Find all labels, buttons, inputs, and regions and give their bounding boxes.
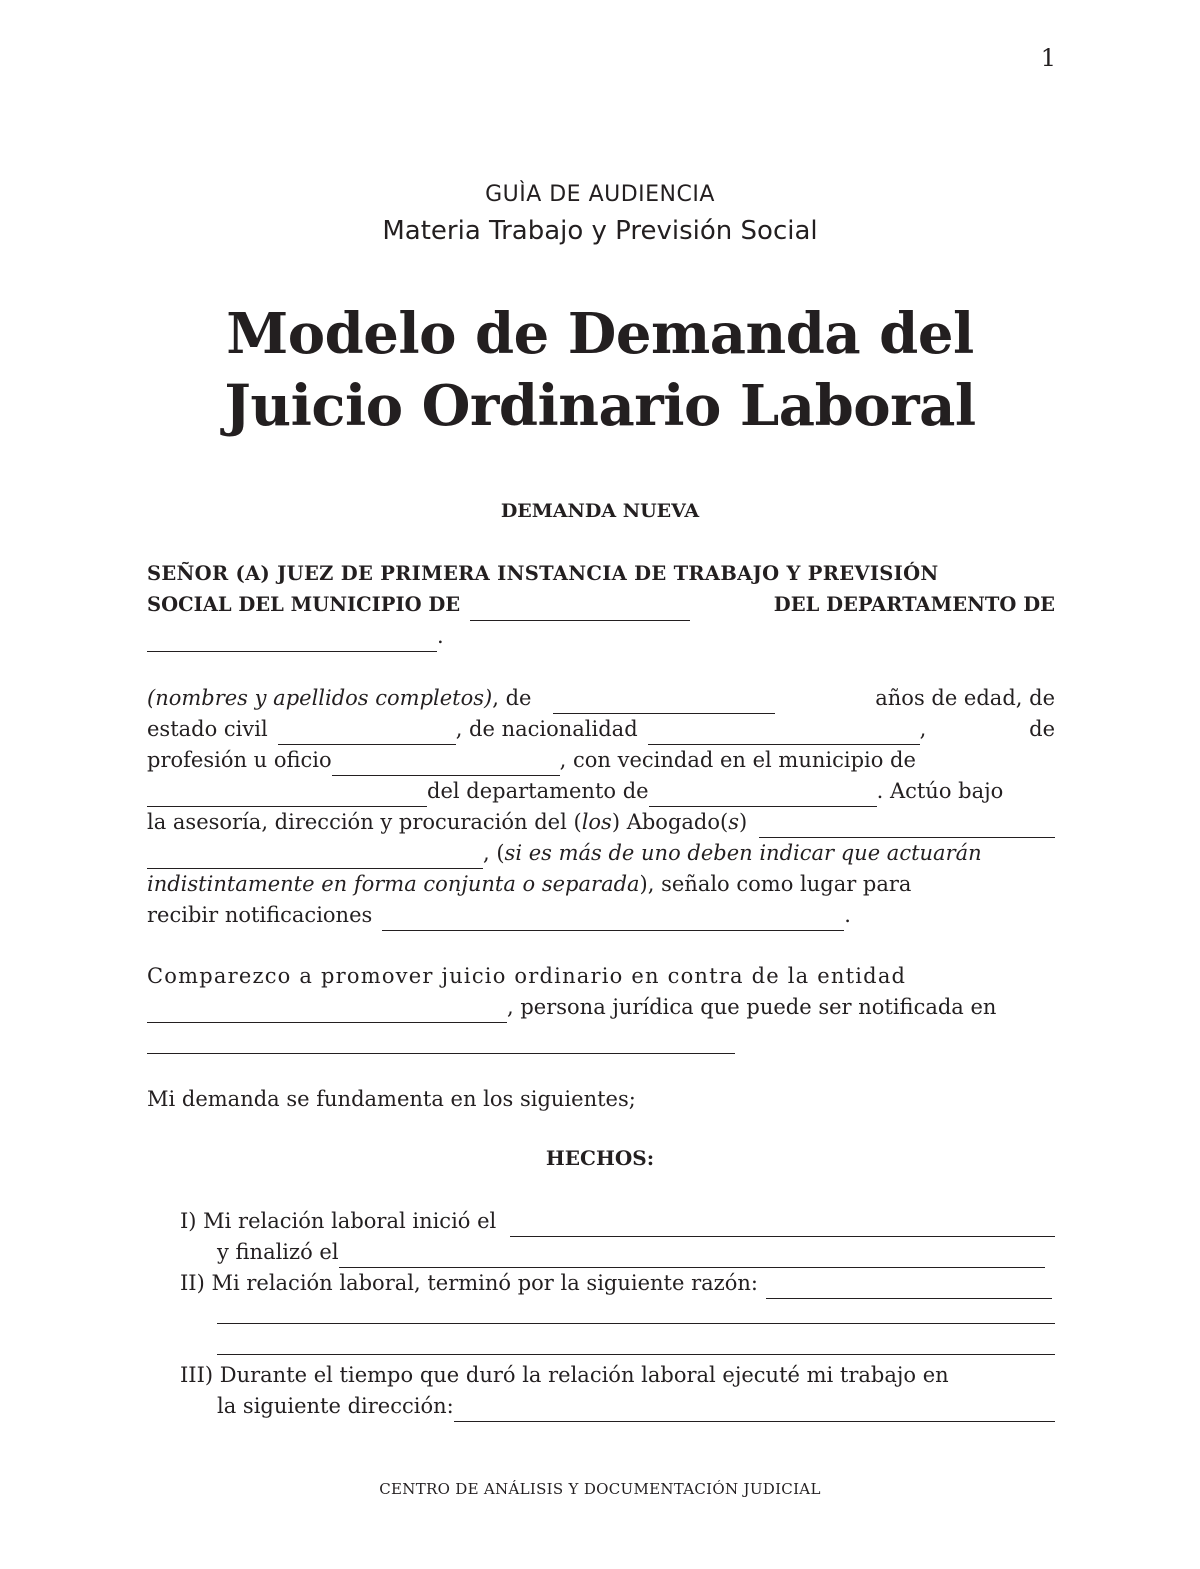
notification-address-blank[interactable] [382, 906, 844, 931]
addressee-departamento-label: DEL DEPARTAMENTO DE [773, 593, 1055, 616]
end-date-blank[interactable] [339, 1243, 1045, 1268]
guide-subheading: Materia Trabajo y Previsión Social [382, 216, 818, 246]
title-line-2: Juicio Ordinario Laboral [224, 373, 976, 439]
intro-line-5 [147, 806, 1055, 838]
termination-reason-line-2[interactable] [217, 1322, 1055, 1324]
text: , de nacionalidad [455, 717, 638, 741]
title-line-1: Modelo de Demanda del [226, 301, 974, 367]
text: , con vecindad en el municipio de [559, 748, 916, 772]
profession-blank[interactable] [332, 751, 560, 776]
addressee-line-1: SEÑOR (A) JUEZ DE PRIMERA INSTANCIA DE TRABAJO Y PREVISIÓN [147, 562, 939, 585]
text: , ( [483, 841, 505, 865]
addressee-municipio-label: SOCIAL DEL MUNICIPIO DE [147, 593, 461, 616]
text: , de [492, 686, 532, 710]
text: profesión u oficio [147, 748, 332, 772]
guide-heading: GUÌA DE AUDIENCIA [485, 182, 715, 207]
text: , [919, 717, 927, 741]
text: los [581, 810, 612, 834]
intro-line-1 [147, 682, 1055, 714]
nationality-blank[interactable] [648, 720, 920, 745]
names-placeholder: (nombres y apellidos completos) [147, 686, 493, 710]
text: . [844, 903, 851, 927]
fundamenta-text: Mi demanda se fundamenta en los siguientes; [147, 1087, 636, 1111]
hecho-1-line-2 [217, 1236, 1045, 1268]
text: estado civil [147, 717, 268, 741]
termination-reason-blank[interactable] [766, 1274, 1052, 1299]
addressee-line-2 [147, 589, 1055, 621]
compare-line-3 [147, 1022, 1055, 1054]
text: recibir notificaciones [147, 903, 373, 927]
intro-line-2 [147, 713, 1055, 745]
intro-line-8 [147, 899, 1055, 931]
entity-address-blank[interactable] [147, 1029, 735, 1054]
subtitle: DEMANDA NUEVA [500, 500, 700, 522]
text: de [1029, 717, 1055, 741]
intro-line-3 [147, 744, 1055, 776]
lawyer-blank-continued[interactable] [147, 844, 483, 869]
page-number: 1 [1040, 44, 1056, 72]
text: II) Mi relación laboral, terminó por la siguiente razón: [180, 1271, 758, 1295]
text: si es más de uno deben indicar que actuarán [504, 841, 982, 865]
intro-line-6 [147, 837, 1055, 869]
vecindad-departamento-blank[interactable] [649, 782, 877, 807]
intro-line-7 [147, 868, 1055, 900]
text: ) Abogado( [611, 810, 729, 834]
text: la asesoría, dirección y procuración del ( [147, 810, 582, 834]
text: la siguiente dirección: [217, 1394, 454, 1418]
text: indistintamente en forma conjunta o separada [147, 872, 640, 896]
text: y finalizó el [217, 1240, 339, 1264]
start-date-blank[interactable] [510, 1212, 1055, 1237]
text: ) [738, 810, 748, 834]
hechos-heading: HECHOS: [545, 1146, 655, 1170]
compare-line-1: Comparezco a promover juicio ordinario en contra de la entidad [147, 964, 907, 988]
text: años de edad, de [875, 686, 1055, 710]
compare-line-2 [147, 991, 1055, 1023]
entity-blank[interactable] [147, 998, 507, 1023]
text: . Actúo bajo [876, 779, 1004, 803]
lawyer-blank[interactable] [759, 813, 1055, 838]
municipio-blank[interactable] [470, 596, 690, 621]
civil-status-blank[interactable] [278, 720, 456, 745]
hecho-3-line-1: III) Durante el tiempo que duró la relación laboral ejecuté mi trabajo en [180, 1363, 949, 1387]
text: s [728, 810, 739, 834]
departamento-blank[interactable] [147, 627, 437, 652]
period: . [437, 624, 444, 648]
intro-line-4 [147, 775, 1055, 807]
text: ), señalo como lugar para [639, 872, 912, 896]
hecho-2-line-1 [180, 1267, 1052, 1299]
work-address-blank[interactable] [454, 1397, 1055, 1422]
age-blank[interactable] [553, 689, 775, 714]
hecho-1-line-1 [180, 1205, 1055, 1237]
termination-reason-line-3[interactable] [217, 1353, 1055, 1355]
vecindad-blank[interactable] [147, 782, 427, 807]
text: , persona jurídica que puede ser notificada en [507, 995, 997, 1019]
hecho-3-line-2 [217, 1390, 1055, 1422]
text: I) Mi relación laboral inició el [180, 1209, 497, 1233]
text: del departamento de [427, 779, 649, 803]
addressee-line-3 [147, 620, 1055, 652]
footer: CENTRO DE ANÁLISIS Y DOCUMENTACIÓN JUDICIAL [379, 1480, 821, 1498]
document-title [0, 298, 1200, 442]
